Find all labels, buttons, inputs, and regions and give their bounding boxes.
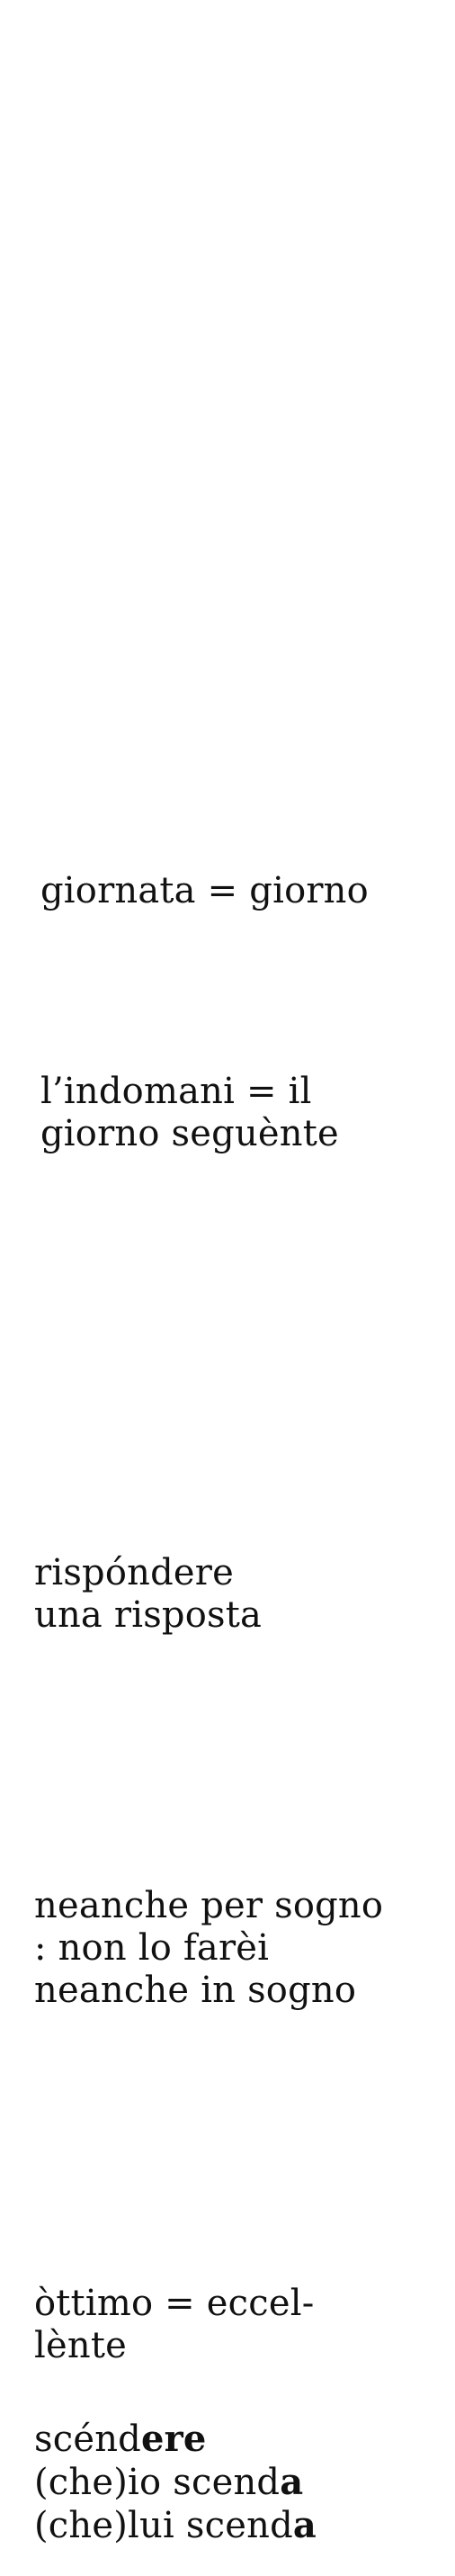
verb-ending: a bbox=[292, 2504, 317, 2546]
gloss-line: neanche per sogno bbox=[34, 1885, 384, 1926]
gloss-line: : non lo farèi bbox=[34, 1927, 270, 1969]
verb-stem: scénd bbox=[34, 2419, 141, 2460]
verb-ending: ere bbox=[140, 2418, 207, 2460]
verb-ending: a bbox=[280, 2461, 304, 2503]
conjugation-infinitive bbox=[34, 2418, 448, 2461]
verb-stem: (che)io scend bbox=[34, 2462, 281, 2503]
gloss-line: l’indomani = il bbox=[40, 1071, 312, 1112]
gloss-rispondere bbox=[34, 1552, 448, 1637]
gloss-line: lènte bbox=[34, 2325, 127, 2366]
gloss-line: neanche in sogno bbox=[34, 1970, 357, 2011]
gloss-indomani bbox=[40, 1071, 454, 1155]
gloss-line: giornata = giorno bbox=[40, 870, 369, 911]
gloss-giornata bbox=[40, 870, 454, 912]
gloss-neanche-per-sogno bbox=[34, 1885, 448, 2012]
gloss-ottimo bbox=[34, 2283, 448, 2367]
gloss-line: rispóndere bbox=[34, 1552, 234, 1593]
conjugation-io bbox=[34, 2461, 448, 2504]
gloss-line: una risposta bbox=[34, 1594, 263, 1636]
gloss-line: òttimo = eccel- bbox=[34, 2283, 315, 2324]
gloss-scendere bbox=[34, 2418, 448, 2547]
verb-stem: (che)lui scend bbox=[34, 2505, 293, 2546]
gloss-line: giorno seguènte bbox=[40, 1113, 339, 1154]
conjugation-lui bbox=[34, 2504, 448, 2547]
